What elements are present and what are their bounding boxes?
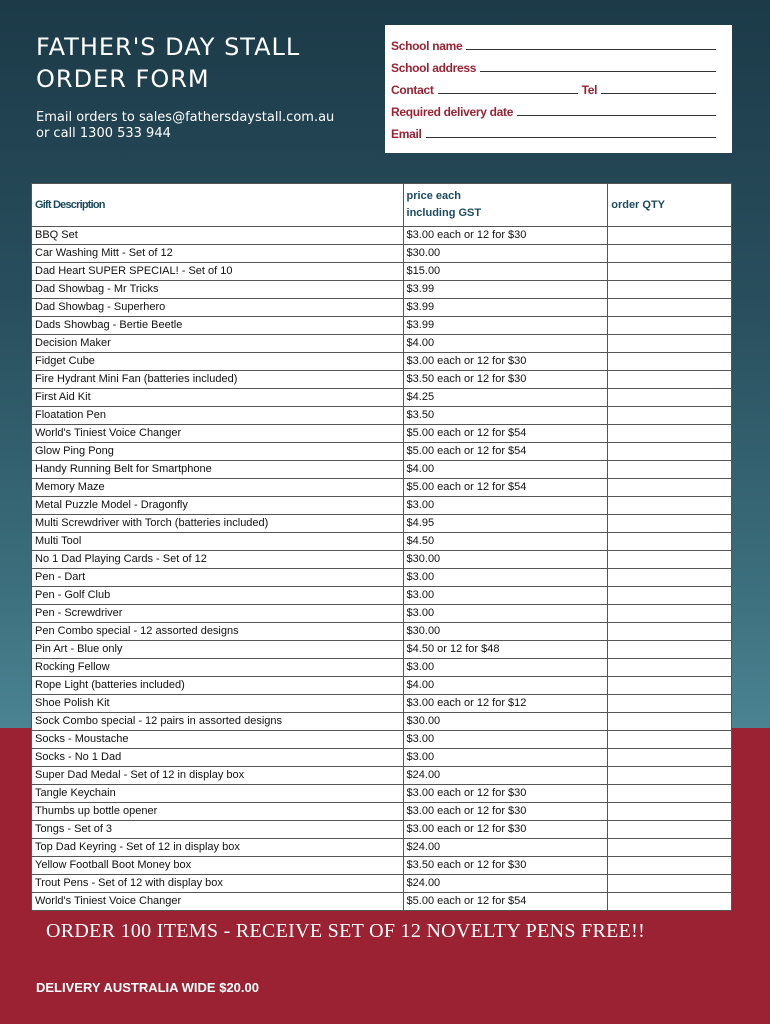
order-qty-cell[interactable]: [608, 605, 732, 623]
order-qty-cell[interactable]: [608, 551, 732, 569]
price-cell: $3.00 each or 12 for $30: [403, 353, 608, 371]
gift-item-cell: Multi Tool: [32, 533, 404, 551]
order-qty-cell[interactable]: [608, 533, 732, 551]
contact-email-line: Email orders to sales@fathersdaystall.com.au: [36, 110, 335, 125]
price-cell: $30.00: [403, 713, 608, 731]
header-price-line-1: price each: [406, 190, 461, 202]
table-row: [32, 569, 732, 587]
school-address-field[interactable]: [391, 53, 716, 75]
gift-item-cell: Super Dad Medal - Set of 12 in display box: [32, 767, 404, 785]
table-row: [32, 803, 732, 821]
gift-item-cell: Dad Showbag - Mr Tricks: [32, 281, 404, 299]
gift-item-cell: Pen - Dart: [32, 569, 404, 587]
gift-item-cell: Pin Art - Blue only: [32, 641, 404, 659]
order-qty-cell[interactable]: [608, 875, 732, 893]
table-row: [32, 605, 732, 623]
price-cell: $4.50 or 12 for $48: [403, 641, 608, 659]
school-address-label: School address: [391, 61, 477, 75]
delivery-date-line[interactable]: [517, 114, 716, 116]
gift-item-cell: Dads Showbag - Bertie Beetle: [32, 317, 404, 335]
table-row: [32, 839, 732, 857]
table-row: [32, 641, 732, 659]
title-line-2: ORDER FORM: [36, 65, 210, 93]
table-row: [32, 497, 732, 515]
order-qty-cell[interactable]: [608, 659, 732, 677]
order-qty-cell[interactable]: [608, 641, 732, 659]
gift-item-cell: Tangle Keychain: [32, 785, 404, 803]
order-qty-cell[interactable]: [608, 587, 732, 605]
gift-item-cell: Floatation Pen: [32, 407, 404, 425]
promo-banner: ORDER 100 ITEMS - RECEIVE SET OF 12 NOVELTY PENS FREE!!: [46, 920, 646, 942]
price-cell: $4.00: [403, 461, 608, 479]
order-qty-cell[interactable]: [608, 713, 732, 731]
table-row: [32, 533, 732, 551]
table-row: [32, 335, 732, 353]
order-qty-cell[interactable]: [608, 407, 732, 425]
price-cell: $4.95: [403, 515, 608, 533]
price-cell: $30.00: [403, 245, 608, 263]
order-qty-cell[interactable]: [608, 839, 732, 857]
gift-item-cell: No 1 Dad Playing Cards - Set of 12: [32, 551, 404, 569]
price-cell: $24.00: [403, 875, 608, 893]
order-qty-cell[interactable]: [608, 731, 732, 749]
order-qty-cell[interactable]: [608, 227, 732, 245]
gift-item-cell: Thumbs up bottle opener: [32, 803, 404, 821]
gift-item-cell: Rope Light (batteries included): [32, 677, 404, 695]
contact-line[interactable]: [438, 92, 578, 94]
price-cell: $30.00: [403, 551, 608, 569]
order-qty-cell[interactable]: [608, 479, 732, 497]
contact-info: [36, 110, 334, 142]
price-cell: $3.50 each or 12 for $30: [403, 371, 608, 389]
order-qty-cell[interactable]: [608, 893, 732, 911]
contact-field[interactable]: [391, 75, 716, 97]
price-cell: $5.00 each or 12 for $54: [403, 425, 608, 443]
gift-item-cell: Tongs - Set of 3: [32, 821, 404, 839]
price-cell: $4.00: [403, 677, 608, 695]
table-header-row: [32, 184, 732, 227]
price-cell: $3.99: [403, 281, 608, 299]
table-row: [32, 875, 732, 893]
gift-item-cell: Handy Running Belt for Smartphone: [32, 461, 404, 479]
order-qty-cell[interactable]: [608, 263, 732, 281]
header-price: [403, 184, 608, 227]
table-row: [32, 713, 732, 731]
tel-line[interactable]: [601, 92, 716, 94]
gift-item-cell: Multi Screwdriver with Torch (batteries included): [32, 515, 404, 533]
table-row: [32, 443, 732, 461]
delivery-date-field[interactable]: [391, 97, 716, 119]
price-cell: $24.00: [403, 767, 608, 785]
gift-item-cell: Socks - Moustache: [32, 731, 404, 749]
table-row: [32, 353, 732, 371]
order-rows: [32, 227, 732, 911]
order-qty-cell[interactable]: [608, 425, 732, 443]
gift-item-cell: Dad Showbag - Superhero: [32, 299, 404, 317]
school-address-line[interactable]: [480, 70, 716, 72]
table-row: [32, 461, 732, 479]
price-cell: $3.00: [403, 497, 608, 515]
table-row: [32, 677, 732, 695]
price-cell: $3.00: [403, 605, 608, 623]
delivery-note: DELIVERY AUSTRALIA WIDE $20.00: [36, 980, 259, 995]
header-gift-description: Gift Description: [32, 184, 404, 227]
price-cell: $5.00 each or 12 for $54: [403, 893, 608, 911]
price-cell: $5.00 each or 12 for $54: [403, 443, 608, 461]
gift-item-cell: Rocking Fellow: [32, 659, 404, 677]
table-row: [32, 893, 732, 911]
table-row: [32, 317, 732, 335]
price-cell: $3.00 each or 12 for $30: [403, 785, 608, 803]
order-qty-cell[interactable]: [608, 281, 732, 299]
table-row: [32, 551, 732, 569]
order-qty-cell[interactable]: [608, 371, 732, 389]
order-qty-cell[interactable]: [608, 749, 732, 767]
gift-item-cell: Decision Maker: [32, 335, 404, 353]
price-cell: $3.00: [403, 731, 608, 749]
email-line[interactable]: [426, 136, 716, 138]
order-qty-cell[interactable]: [608, 515, 732, 533]
price-cell: $3.00: [403, 587, 608, 605]
email-label: Email: [391, 127, 422, 141]
price-cell: $3.99: [403, 317, 608, 335]
order-qty-cell[interactable]: [608, 461, 732, 479]
table-row: [32, 479, 732, 497]
order-qty-cell[interactable]: [608, 335, 732, 353]
table-row: [32, 659, 732, 677]
price-cell: $3.00 each or 12 for $30: [403, 227, 608, 245]
school-name-field[interactable]: [391, 31, 716, 53]
table-row: [32, 731, 732, 749]
gift-item-cell: Pen - Screwdriver: [32, 605, 404, 623]
price-cell: $3.99: [403, 299, 608, 317]
table-row: [32, 857, 732, 875]
price-cell: $4.00: [403, 335, 608, 353]
order-qty-cell[interactable]: [608, 497, 732, 515]
tel-label: Tel: [581, 83, 598, 97]
header-price-line-2: including GST: [406, 207, 482, 219]
gift-item-cell: Pen - Golf Club: [32, 587, 404, 605]
delivery-date-label: Required delivery date: [391, 105, 514, 119]
table-row: [32, 371, 732, 389]
order-qty-cell[interactable]: [608, 623, 732, 641]
order-qty-cell[interactable]: [608, 803, 732, 821]
table-row: [32, 299, 732, 317]
order-qty-cell[interactable]: [608, 317, 732, 335]
order-qty-cell[interactable]: [608, 695, 732, 713]
price-cell: $24.00: [403, 839, 608, 857]
price-cell: $5.00 each or 12 for $54: [403, 479, 608, 497]
school-name-line[interactable]: [466, 48, 716, 50]
price-cell: $30.00: [403, 623, 608, 641]
price-cell: $3.00: [403, 659, 608, 677]
school-name-label: School name: [391, 39, 463, 53]
table-row: [32, 587, 732, 605]
order-qty-cell[interactable]: [608, 389, 732, 407]
price-cell: $3.00: [403, 749, 608, 767]
table-row: [32, 227, 732, 245]
gift-item-cell: Dad Heart SUPER SPECIAL! - Set of 10: [32, 263, 404, 281]
title-line-1: FATHER'S DAY STALL: [36, 33, 301, 61]
price-cell: $4.50: [403, 533, 608, 551]
gift-item-cell: Trout Pens - Set of 12 with display box: [32, 875, 404, 893]
price-cell: $4.25: [403, 389, 608, 407]
order-table: [31, 183, 732, 911]
table-row: [32, 407, 732, 425]
order-qty-cell[interactable]: [608, 569, 732, 587]
table-row: [32, 515, 732, 533]
gift-item-cell: Socks - No 1 Dad: [32, 749, 404, 767]
order-qty-cell[interactable]: [608, 857, 732, 875]
price-cell: $15.00: [403, 263, 608, 281]
contact-label: Contact: [391, 83, 434, 97]
order-qty-cell[interactable]: [608, 767, 732, 785]
gift-item-cell: World's Tiniest Voice Changer: [32, 893, 404, 911]
gift-item-cell: Metal Puzzle Model - Dragonfly: [32, 497, 404, 515]
gift-item-cell: Yellow Football Boot Money box: [32, 857, 404, 875]
contact-phone-line: or call 1300 533 944: [36, 126, 171, 141]
price-cell: $3.00 each or 12 for $12: [403, 695, 608, 713]
gift-item-cell: Shoe Polish Kit: [32, 695, 404, 713]
gift-item-cell: Fidget Cube: [32, 353, 404, 371]
table-row: [32, 245, 732, 263]
order-qty-cell[interactable]: [608, 677, 732, 695]
order-qty-cell[interactable]: [608, 353, 732, 371]
order-qty-cell[interactable]: [608, 299, 732, 317]
order-qty-cell[interactable]: [608, 443, 732, 461]
gift-item-cell: Sock Combo special - 12 pairs in assorted designs: [32, 713, 404, 731]
gift-item-cell: Glow Ping Pong: [32, 443, 404, 461]
table-row: [32, 281, 732, 299]
price-cell: $3.50: [403, 407, 608, 425]
table-row: [32, 785, 732, 803]
gift-item-cell: Fire Hydrant Mini Fan (batteries included): [32, 371, 404, 389]
price-cell: $3.50 each or 12 for $30: [403, 857, 608, 875]
email-field[interactable]: [391, 119, 716, 141]
order-qty-cell[interactable]: [608, 245, 732, 263]
table-row: [32, 425, 732, 443]
price-cell: $3.00: [403, 569, 608, 587]
gift-item-cell: Pen Combo special - 12 assorted designs: [32, 623, 404, 641]
gift-item-cell: First Aid Kit: [32, 389, 404, 407]
table-row: [32, 389, 732, 407]
price-cell: $3.00 each or 12 for $30: [403, 821, 608, 839]
order-qty-cell[interactable]: [608, 821, 732, 839]
price-cell: $3.00 each or 12 for $30: [403, 803, 608, 821]
gift-item-cell: World's Tiniest Voice Changer: [32, 425, 404, 443]
table-row: [32, 263, 732, 281]
table-row: [32, 767, 732, 785]
table-row: [32, 695, 732, 713]
table-row: [32, 623, 732, 641]
page-title: [36, 31, 300, 95]
gift-item-cell: BBQ Set: [32, 227, 404, 245]
gift-item-cell: Memory Maze: [32, 479, 404, 497]
gift-item-cell: Top Dad Keyring - Set of 12 in display box: [32, 839, 404, 857]
table-row: [32, 749, 732, 767]
header-order-qty: order QTY: [608, 184, 732, 227]
table-row: [32, 821, 732, 839]
school-details-box: [385, 25, 732, 153]
gift-item-cell: Car Washing Mitt - Set of 12: [32, 245, 404, 263]
order-qty-cell[interactable]: [608, 785, 732, 803]
